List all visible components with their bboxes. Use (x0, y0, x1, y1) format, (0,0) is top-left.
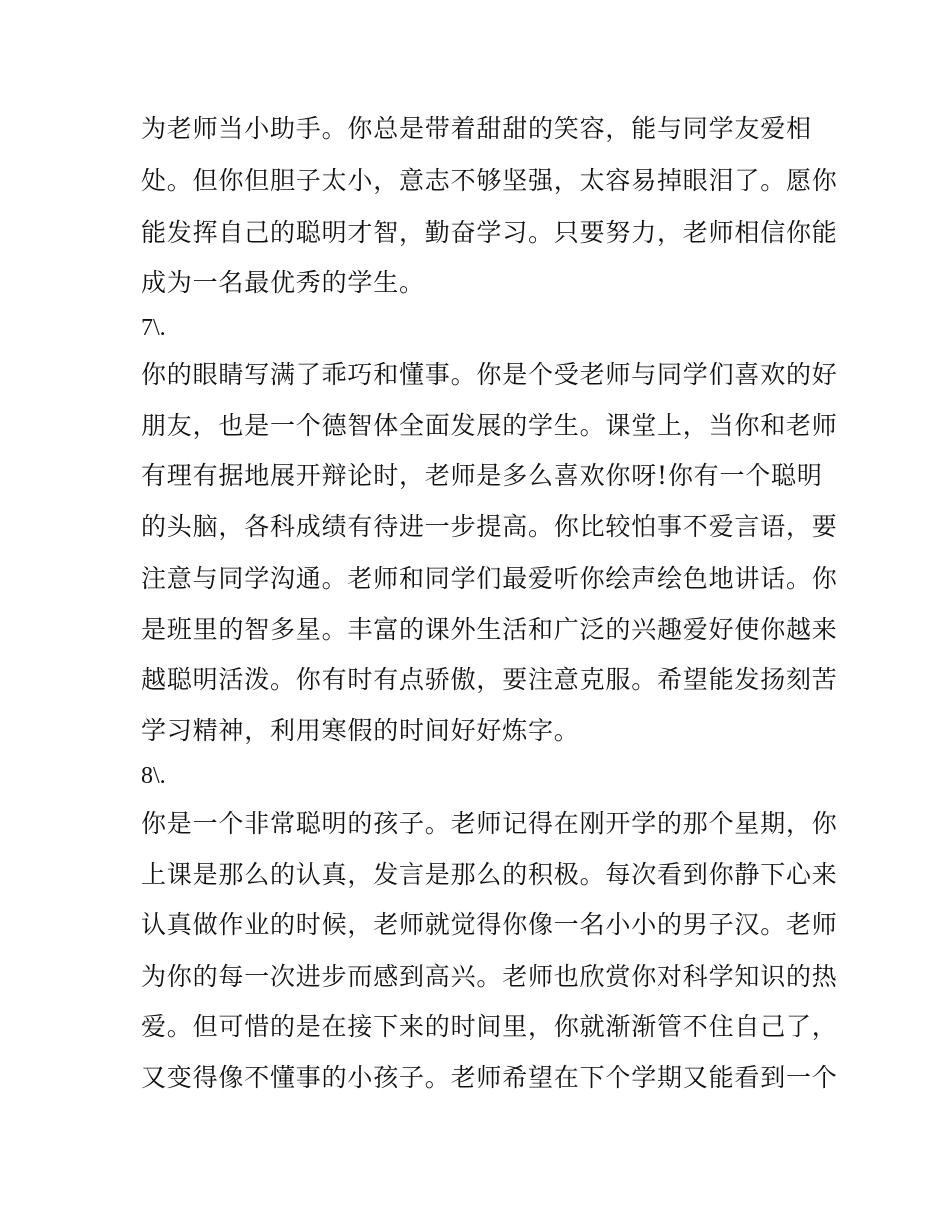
text-line: 爱。但可惜的是在接下来的时间里，你就渐渐管不住自己了， (141, 1012, 838, 1041)
text-line: 越聪明活泼。你有时有点骄傲，要注意克服。希望能发扬刻苦 (141, 665, 838, 694)
text-line: 成为一名最优秀的学生。 (141, 268, 425, 297)
item-number: 7\. (141, 315, 166, 341)
text-line: 又变得像不懂事的小孩子。老师希望在下个学期又能看到一个 (141, 1063, 838, 1092)
text-line: 你的眼睛写满了乖巧和懂事。你是个受老师与同学们喜欢的好 (141, 360, 838, 389)
text-line: 学习精神，利用寒假的时间好好炼字。 (141, 716, 580, 745)
text-line: 能发挥自己的聪明才智，勤奋学习。只要努力，老师相信你能 (141, 218, 838, 247)
item-number: 8\. (141, 763, 166, 789)
text-line: 朋友，也是一个德智体全面发展的学生。课堂上，当你和老师 (141, 411, 838, 440)
text-line: 注意与同学沟通。老师和同学们最爱听你绘声绘色地讲话。你 (141, 564, 838, 593)
text-line: 是班里的智多星。丰富的课外生活和广泛的兴趣爱好使你越来 (141, 615, 838, 644)
text-line: 你是一个非常聪明的孩子。老师记得在刚开学的那个星期，你 (141, 809, 838, 838)
text-line: 上课是那么的认真，发言是那么的积极。每次看到你静下心来 (141, 860, 838, 889)
text-line: 有理有据地展开辩论时，老师是多么喜欢你呀!你有一个聪明 (141, 461, 823, 490)
text-line: 认真做作业的时候，老师就觉得你像一名小小的男子汉。老师 (141, 910, 838, 939)
text-line: 处。但你但胆子太小，意志不够坚强，太容易掉眼泪了。愿你 (141, 166, 838, 195)
text-line: 为老师当小助手。你总是带着甜甜的笑容，能与同学友爱相 (141, 114, 812, 143)
text-line: 为你的每一次进步而感到高兴。老师也欣赏你对科学知识的热 (141, 962, 838, 991)
text-line: 的头脑，各科成绩有待进一步提高。你比较怕事不爱言语，要 (141, 512, 838, 541)
